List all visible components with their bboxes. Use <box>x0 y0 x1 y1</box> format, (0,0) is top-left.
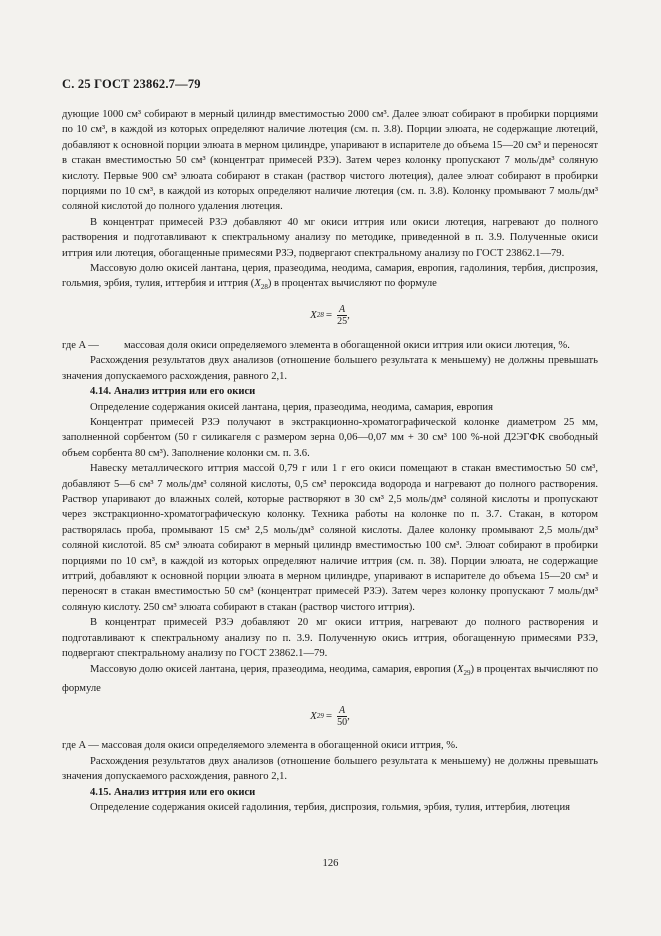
paragraph-concentrate-40mg: В концентрат примесей РЗЭ добавляют 40 мг окиси иттрия или окиси лютеция, нагревают до полного растворения и подготавливают к спектральному анализу по методике, приведенной в п. 3.9. Полученные окиси иттрия или лютеция, обогащенные примесями РЗЭ, подвергают спектральному анализу по ГОСТ 23862.1—79. <box>62 216 598 259</box>
section-heading-4-14: 4.14. Анализ иттрия или его окиси <box>90 386 256 398</box>
page-body <box>62 107 598 815</box>
fraction-a-over-25: $\frac{A}{25}$ <box>337 304 348 328</box>
formula-x28: X 28 = $\frac{A}{25}$ , <box>310 304 350 328</box>
where-definition-2: где A — массовая доля окиси определяемого элемента в обогащенной окиси иттрия, %. <box>62 740 458 752</box>
paragraph-column-preparation: Концентрат примесей РЗЭ получают в экстракционно-хроматографической колонке диаметром 25 мм, заполненной сорбентом (50 г силикагеля с размером зерна 0,06—0,07 мм + 30 см³ 100 %-ной Д2ЭГФК свободный объем сорбента 80 см³). Заполнение колонки см. п. 3.6. <box>62 417 598 459</box>
paragraph-determination-la-eu: Определение содержания окисей лантана, церия, празеодима, неодима, самария, европия <box>90 401 493 413</box>
paragraph-mass-fraction-x28: Массовую долю окисей лантана, церия, празеодима, неодима, самария, европия, гадолиния, тербия, диспрозия, гольмия, эрбия, тулия, иттербия и иттрия $(X_{28})$ в процентах вычисляют по формуле <box>62 263 598 292</box>
section-heading-4-15: 4.15. Анализ иттрия или его окиси <box>90 786 256 798</box>
fraction-a-over-50: $\frac{A}{50}$ <box>337 704 348 728</box>
paragraph-discrepancy-1: Расхождения результатов двух анализов (отношение большего результата к меньшему) не должны превышать значения допускаемого расхождения, равного 2,1. <box>62 355 598 382</box>
paragraph-discrepancy-2: Расхождения результатов двух анализов (отношение большего результата к меньшему) не должны превышать значения допускаемого расхождения, равного 2,1. <box>62 755 598 783</box>
paragraph-continuation: дующие 1000 см³ собирают в мерный цилиндр вместимостью 2000 см³. Далее элюат собирают в пробирки порциями по 10 см³, в каждой из которых определяют наличие лютеция (см. п. 3.8). Порции элюата, не содержащие лютеций, добавляют к основной порции элюата в мерном цилиндре, упаривают в испарителе до объема 15—20 см³ и переносят в стакан вместимостью 50 см³ (концентрат примесей РЗЭ). Затем через колонку пропускают 7 моль/дм³ соляную кислоту. Первые 900 см³ элюата собирают в стакан (раствор чистого лютеция), далее элюат собирают в пробирки порциями по 10 см³, в каждой из которых определяют наличие лютеция (см. п. 3.8). Колонку промывают 7 моль/дм³ соляной кислотой до полного удаления лютеция. <box>62 109 598 213</box>
paragraph-sample-procedure: Навеску металлического иттрия массой 0,79 г или 1 г его окиси помещают в стакан вместимостью 50 см³, добавляют 5—6 см³ 7 моль/дм³ соляной кислоты, 0,5 см³ пероксида водорода и нагревают до полного растворения. Раствор упаривают до влажных солей, которые растворяют в 30 см³ 2,5 моль/дм³ соляной кислоты и пропускают через экстракционно-хроматографическую колонку. Техника работы на колонке по п. 3.7. Стакан, в котором растворялась проба, промывают 15 см³ 2,5 моль/дм³ соляной кислоты. Далее колонку промывают 2,5 моль/дм³ соляной кислотой. 85 см³ элюата собирают в мерный цилиндр вместимостью 100 см³. Элюат собирают в пробирки порциями по 10 см³, в каждой из которых определяют наличие иттрия (см. п. 38). Порции элюата, не содержащие иттрий, добавляют к основной порции элюата в мерном цилиндре, упаривают в испарителе до объема 15—20 см³ и переносят в стакан вместимостью 50 см³ (концентрат примесей РЗЭ). Затем через колонку пропускают 7 моль/дм³ соляную кислоту. 250 см³ элюата собирают в стакан (раствор чистого иттрия). <box>62 463 598 613</box>
paragraph-determination-gd-lu: Определение содержания окисей гадолиния, тербия, диспрозия, гольмия, эрбия, тулия, иттербия, лютеция <box>90 802 571 814</box>
page-header: С. 25 ГОСТ 23862.7—79 <box>62 77 201 91</box>
paragraph-concentrate-20mg: В концентрат примесей РЗЭ добавляют 20 мг окиси иттрия, нагревают до полного растворения и подготавливают к спектральному анализу по п. 3.9. Полученную окись иттрия, обогащенную примесями РЗЭ, подвергают спектральному анализу по ГОСТ 23862.1—79. <box>62 617 598 660</box>
page-number: 126 <box>322 858 339 869</box>
where-definition-1: где A — массовая доля окиси определяемого элемента в обогащенной окиси иттрия или окиси лютеция, %. <box>62 339 570 351</box>
paragraph-mass-fraction-x29: Массовую долю окисей лантана, церия, празеодима, неодима, самария, европия $(X_{29})$ в процентах вычисляют по формуле <box>62 663 598 695</box>
formula-x29: X 29 = $\frac{A}{50}$ , <box>310 704 350 728</box>
